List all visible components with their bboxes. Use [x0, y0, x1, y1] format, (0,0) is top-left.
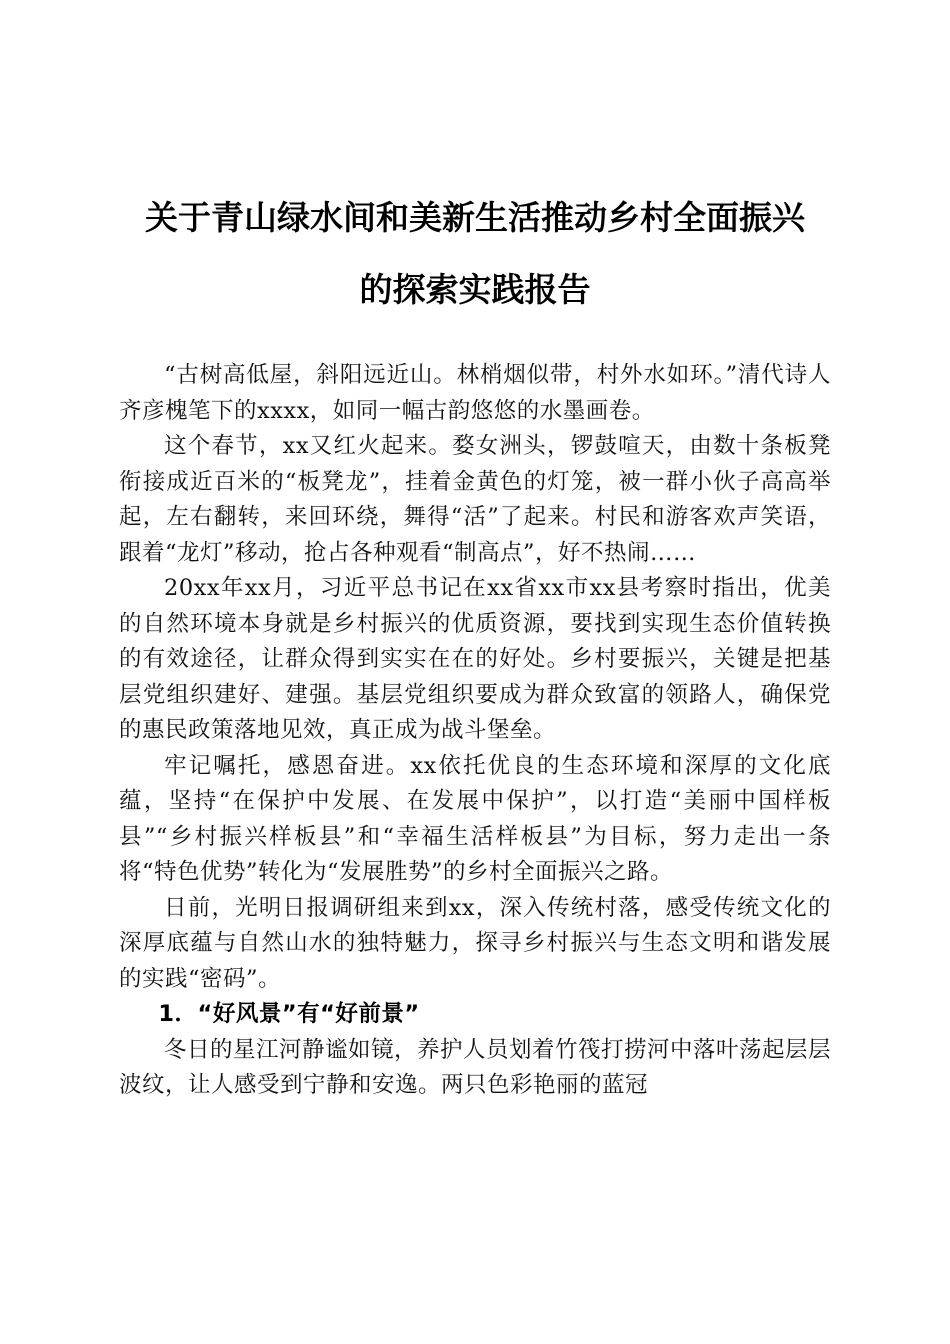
document-title-line-2: 的探索实践报告	[359, 270, 591, 309]
paragraph-xingjiang-river: 冬日的星江河静谧如镜，养护人员划着竹筏打捞河中落叶荡起层层波纹，让人感受到宁静和安逸。两只色彩艳丽的蓝冠	[119, 1036, 832, 1098]
paragraph-research-team: 日前，光明日报调研组来到xx，深入传统村落，感受传统文化的深厚底蕴与自然山水的独特魅力，探寻乡村振兴与生态文明和谐发展的实践“密码”。	[119, 894, 831, 992]
document-title-line-1: 关于青山绿水间和美新生活推动乡村全面振兴	[145, 198, 805, 237]
paragraph-inspection: 20xx年xx月，习近平总书记在xx省xx市xx县考察时指出，优美的自然环境本身就是乡村振兴的优质资源，要找到实现生态价值转换的有效途径，让群众得到实实在在的好处。乡村要振兴，关键是把基层党组织建好、建强。基层党组织要成为群众致富的领路人，确保党的惠民政策落地见效，真正成为战斗堡垒。	[119, 575, 831, 743]
section-heading: 1．“好风景”有“好前景”	[158, 1001, 420, 1027]
paragraph-commitment: 牢记嘱托，感恩奋进。xx依托优良的生态环境和深厚的文化底蕴，坚持“在保护中发展、在发展中保护”，以打造“美丽中国样板县”“乡村振兴样板县”和“幸福生活样板县”为目标，努力走出一条将“特色优势”转化为“发展胜势”的乡村全面振兴之路。	[119, 752, 831, 885]
paragraph-spring-festival: 这个春节，xx又红火起来。婺女洲头，锣鼓喧天，由数十条板凳衔接成近百米的“板凳龙”，挂着金黄色的灯笼，被一群小伙子高高举起，左右翻转，来回环绕，舞得“活”了起来。村民和游客欢声笑语，跟着“龙灯”移动，抢占各种观看“制高点”，好不热闹……	[119, 433, 831, 566]
paragraph-intro-poem: “古树高低屋，斜阳远近山。林梢烟似带，村外水如环。”清代诗人齐彦槐笔下的xxxx，如同一幅古韵悠悠的水墨画卷。	[119, 362, 831, 424]
document-body	[119, 358, 831, 1104]
